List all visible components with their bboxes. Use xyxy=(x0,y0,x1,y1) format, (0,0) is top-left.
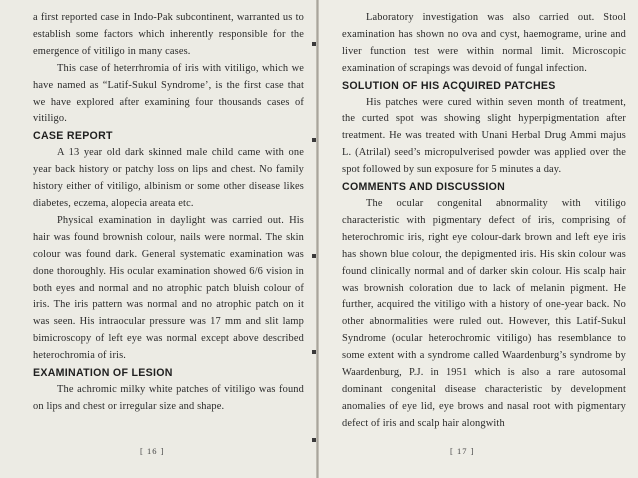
body-paragraph: Physical examination in daylight was carried out. His hair was found brownish colour, nails were normal. The skin colour was found dark. General systematic examination was done thoroughly. His ocular examination showed 6/6 vision in both eyes and normal and no atrophic patch bluish colour of iris. The iris pattern was normal and no atrophic patch on it was seen. His intraocular pressure was 17 mm and slit lamp bimicroscopy of left eye was normal except above described heterochromia of iris. xyxy=(33,214,304,362)
right-page xyxy=(318,0,638,478)
binding-mark xyxy=(312,254,316,258)
section-heading: SOLUTION OF HIS ACQUIRED PATCHES xyxy=(342,79,556,92)
section-heading: EXAMINATION OF LESION xyxy=(33,367,173,380)
body-paragraph: The ocular congenital abnormality with vitiligo characteristic with pigmentary defect of iris, comprising of heterochromic iris, right eye colour-dark brown and left eye iris has shown blue colour, the depigmented iris. His skin colour was found clinically normal and of darker skin colour. His scalp hair was brownish coloration due to lack of melanin pigment. He further, acquired the vitiligo with a history of one-year back. No other abnormalities were ruled out. However, this Latif-Sukul Syndrome (ocular heterochromic vitiligo) has resemblance to some extent with a syndrome called Waardenburg’s syndrome by Waardenburg, P.J. in 1951 which is also a rare autosomal dominant congenital disease characteristic by development anomalies of eye lid, eye brows and nasal root with pigmentary defect of iris and scalp hair alongwith xyxy=(342,197,626,429)
body-paragraph: a first reported case in Indo-Pak subcontinent, warranted us to establish some factors which inherently responsible for the emergence of vitiligo in many cases. xyxy=(33,12,304,57)
left-page xyxy=(0,0,318,478)
left-page-number: [ 16 ] xyxy=(140,446,165,456)
body-paragraph: This case of heterrhromia of iris with vitiligo, which we have named as “Latif-Sukul Syndrome’, is the first case that we have explored after examining four thousands cases of vitiligo. xyxy=(33,62,304,125)
right-page-text xyxy=(342,10,626,433)
body-paragraph: The achromic milky white patches of vitiligo was found on lips and chest or irregular size and shape. xyxy=(33,383,304,412)
body-paragraph: Laboratory investigation was also carried out. Stool examination has shown no ova and cyst, haemograme, urine and liver function test were within normal limit. Microscopic examination of scrapings was devoid of fungal infection. xyxy=(342,12,626,74)
body-paragraph: His patches were cured within seven month of treatment, the curted spot was showing slight hyperpigmentation after treatment. He was treated with Unani Herbal Drug Ammi majus L. (Atrilal) seed’s micropulverised powder was applied over the spot followed by sun exposure for 5 minutes a day. xyxy=(342,96,626,176)
binding-mark xyxy=(312,350,316,354)
binding-mark xyxy=(312,42,316,46)
binding-mark xyxy=(312,138,316,142)
section-heading: COMMENTS AND DISCUSSION xyxy=(342,181,506,194)
book-gutter xyxy=(316,0,319,478)
binding-mark xyxy=(312,438,316,442)
section-heading: CASE REPORT xyxy=(33,130,113,143)
right-page-number: [ 17 ] xyxy=(450,446,475,456)
left-page-text xyxy=(33,10,304,416)
body-paragraph: A 13 year old dark skinned male child came with one year back history or patchy loss on lips and chest. No family history either of vitiligo, albinism or some other disease likes diabetes, eczema, alopecia areata etc. xyxy=(33,147,304,209)
